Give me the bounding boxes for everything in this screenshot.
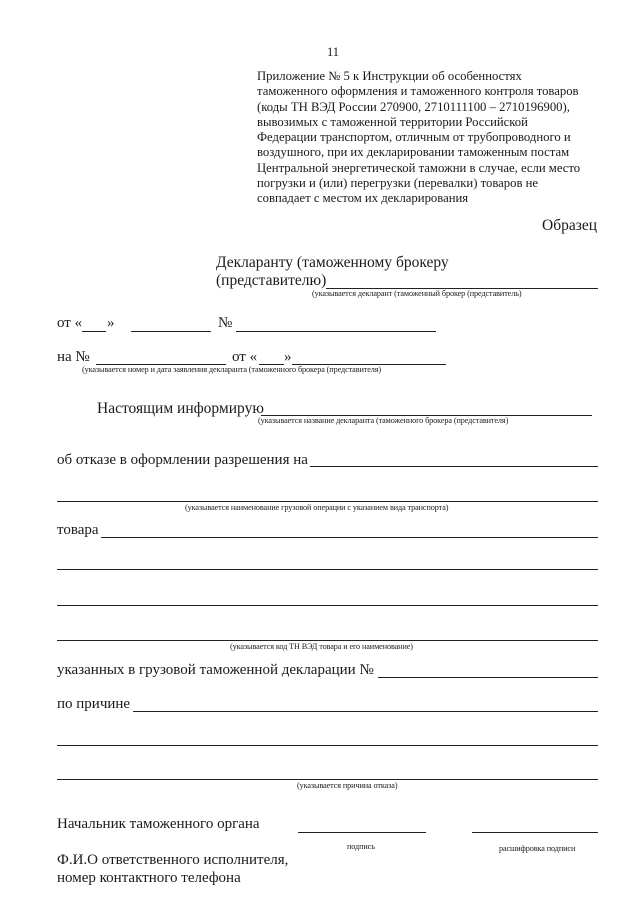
appendix-note [257,69,617,207]
to-row-hint: (указывается номер и дата заявления декларанта (таможенного брокера (представителя) [82,365,382,374]
goods-field-line-2[interactable] [57,569,598,570]
appendix-line: Центральной энергетической таможни в случае, если место [257,160,581,175]
addressee-hint: (указывается декларант (таможенный брокер (представитель) [312,289,522,298]
from-quote: » [107,315,115,331]
reason-field-line-1[interactable] [133,711,598,712]
appendix-line: погрузки и (или) перегрузки (перевалки) товаров не [257,176,539,191]
appendix-line: Федерации транспортом, отличным от трубопроводного и [257,130,571,145]
appendix-line: совпадает с местом их декларирования [257,191,469,206]
declaration-text: указанных в грузовой таможенной декларации № [57,662,374,678]
reason-field-line-2[interactable] [57,745,598,746]
reason-hint: (указывается причина отказа) [297,781,398,790]
signature-decode-field[interactable] [472,832,598,833]
from-number-field[interactable] [236,331,436,332]
goods-label: товара [57,522,99,538]
sample-label: Образец [542,217,598,234]
appendix-line: (коды ТН ВЭД России 270900, 2710111100 – 2710196900), [257,99,570,114]
executor-line-1: Ф.И.О ответственного исполнителя, [57,852,289,868]
addressee-line-1: Декларанту (таможенному брокеру [216,254,449,271]
goods-field-line-3[interactable] [57,605,598,606]
from-date-field[interactable] [131,331,211,332]
inform-text: Настоящим информирую [97,400,264,417]
appendix-line: воздушного, при их декларировании таможенным постам [257,145,570,160]
goods-field-line-1[interactable] [101,537,598,538]
from-day-field[interactable] [82,331,106,332]
goods-hint: (указывается код ТН ВЭД товара и его наименование) [230,642,413,651]
reason-label: по причине [57,696,131,712]
page-number: 11 [327,45,340,59]
number-sign: № [218,315,233,331]
refusal-field-line[interactable] [310,466,598,467]
signature-hint: подпись [347,842,375,851]
refusal-text: об отказе в оформлении разрешения на [57,452,308,468]
appendix-line: таможенного оформления и таможенного контроля товаров [257,84,579,99]
goods-field-line-4[interactable] [57,640,598,641]
addressee-line-2: (представителю) [216,272,327,289]
head-label: Начальник таможенного органа [57,816,260,832]
signature-decode-hint: расшифровка подписи [499,844,576,853]
to-number-prefix: на № [57,349,90,365]
appendix-line: Приложение № 5 к Инструкции об особенностях [257,69,522,83]
appendix-line: вывозимых с таможенной территории Российской [257,114,528,129]
refusal-hint: (указывается наименование грузовой операции с указанием вида транспорта) [185,503,449,512]
to-from-prefix: от « [232,349,258,365]
inform-hint: (указывается название декларанта (таможенного брокера (представителя) [258,416,509,425]
reason-field-line-3[interactable] [57,779,598,780]
executor-line-2: номер контактного телефона [57,870,241,886]
to-from-quote: » [284,349,292,365]
declaration-number-field[interactable] [378,677,598,678]
refusal-field-line-2[interactable] [57,501,598,502]
from-prefix: от « [57,315,83,331]
signature-field[interactable] [298,832,426,833]
